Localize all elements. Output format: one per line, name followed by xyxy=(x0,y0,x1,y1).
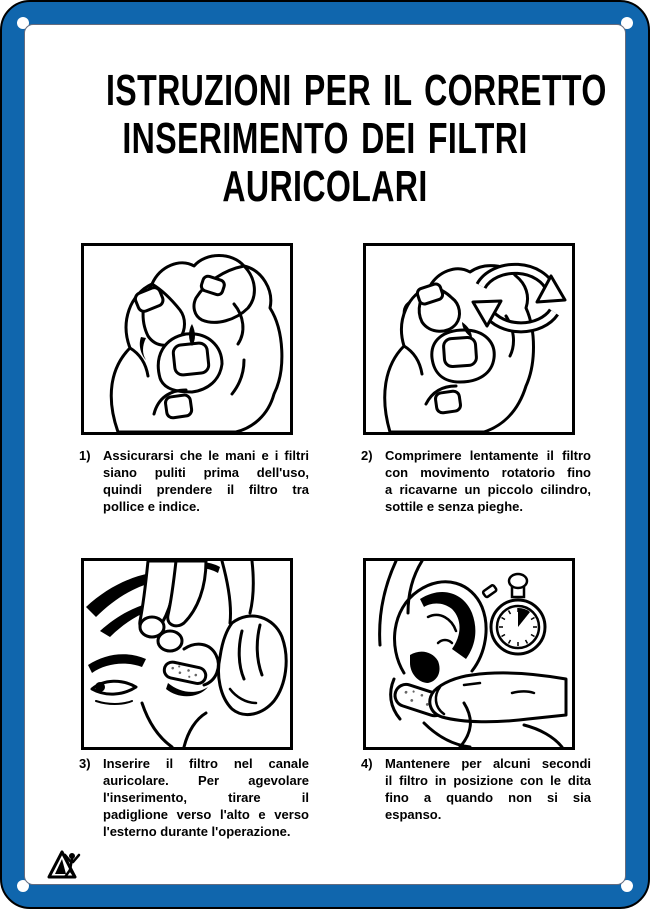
step-3-caption xyxy=(79,755,309,840)
step-4-text: Mantenere per alcuni secondi il filtro in posizione con le dita fino a quando non si sia espanso. xyxy=(385,756,591,822)
sign-content-area xyxy=(24,24,626,885)
stopwatch-icon xyxy=(482,574,545,654)
step-4-caption xyxy=(361,755,591,823)
title-line-1: ISTRUZIONI PER IL CORRETTO xyxy=(106,66,607,115)
earplug-insertion-illustration-icon xyxy=(84,561,290,747)
earplug-rolling-illustration-icon xyxy=(366,246,572,432)
step-2-text: Comprimere lentamente il filtro con movimento rotatorio fino a ricavarne un piccolo cilindro, sottile e senza pieghe. xyxy=(385,448,591,514)
step-1-caption xyxy=(79,447,309,515)
step-4-number: 4) xyxy=(361,756,373,771)
illustration-panel-2 xyxy=(363,243,575,435)
sign-title xyxy=(25,67,625,211)
step-2-number: 2) xyxy=(361,448,373,463)
illustration-panel-3 xyxy=(81,558,293,750)
illustration-panel-4 xyxy=(363,558,575,750)
maker-logo-icon xyxy=(45,847,83,881)
step-3-text: Inserire il filtro nel canale auricolare. Per agevolare l'inserimento, tirare il padiglione verso l'alto e verso l'esterno durante l'operazione. xyxy=(103,756,309,839)
title-line-2: INSERIMENTO DEI FILTRI xyxy=(122,114,528,163)
step-1-number: 1) xyxy=(79,448,91,463)
step-2-caption xyxy=(361,447,591,515)
illustration-panel-1 xyxy=(81,243,293,435)
earplug-pinch-illustration-icon xyxy=(84,246,290,432)
earplug-hold-stopwatch-illustration-icon xyxy=(366,561,572,747)
title-line-3: AURICOLARI xyxy=(222,162,428,211)
step-1-text: Assicurarsi che le mani e i filtri siano puliti prima dell'uso, quindi prendere il filtro tra pollice e indice. xyxy=(103,448,309,514)
step-3-number: 3) xyxy=(79,756,91,771)
